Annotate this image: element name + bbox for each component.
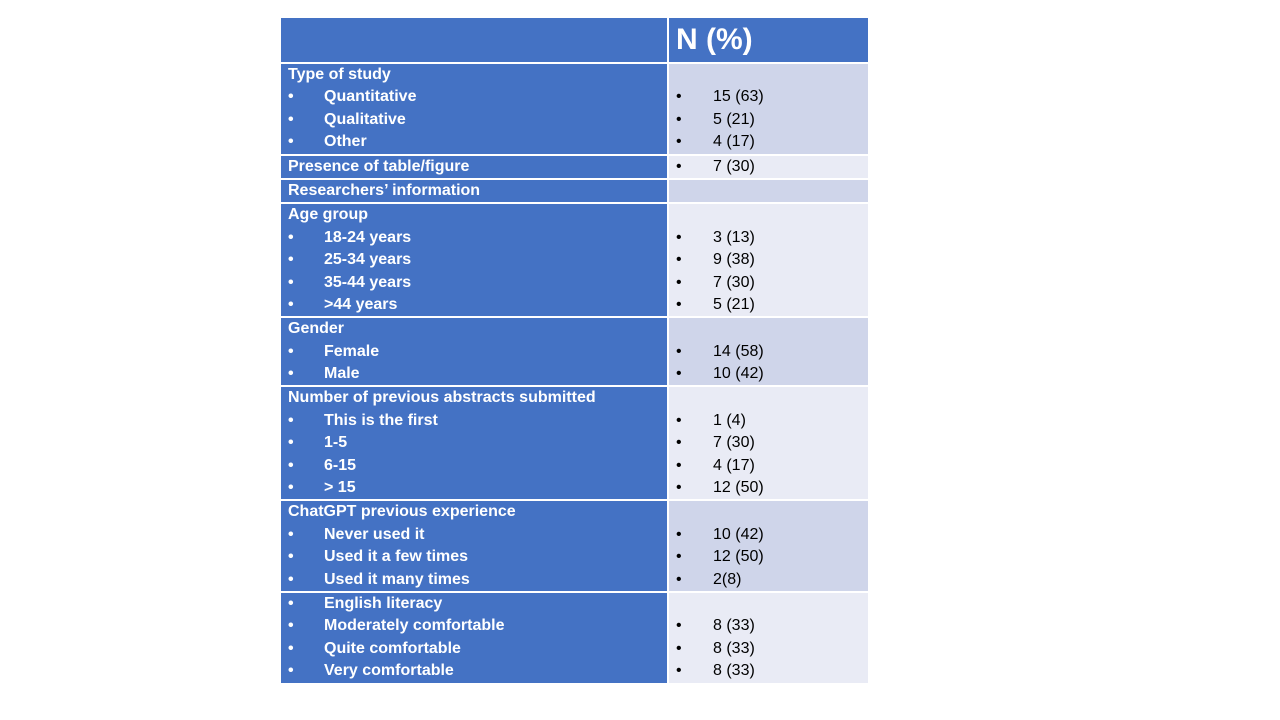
- bullet-item-value: • 7 (30): [676, 432, 864, 454]
- bullet-item-value: • 5 (21): [676, 109, 864, 131]
- empty-value-line: [676, 204, 864, 226]
- bullet-item-value: • 8 (33): [676, 615, 864, 637]
- group-title: Gender: [288, 320, 345, 338]
- bullet-item-label: • Female: [288, 341, 663, 363]
- bullet-item-label: • > 15: [288, 477, 663, 499]
- row-label-cell: [281, 500, 668, 592]
- group-title: Researchers’ information: [288, 181, 481, 199]
- bullet-item-value: • 1 (4): [676, 410, 864, 432]
- row-label-cell: [281, 203, 668, 317]
- bullet-item-label: • Other: [288, 131, 663, 153]
- bullet-item-label: • Quite comfortable: [288, 638, 663, 660]
- row-label-cell: [281, 155, 668, 179]
- bullet-item-label: • This is the first: [288, 410, 663, 432]
- empty-value-line: [676, 387, 864, 409]
- row-label-cell: [281, 386, 668, 500]
- table-row: [281, 203, 868, 317]
- bullet-item-label: • Male: [288, 363, 663, 385]
- empty-value-line: [676, 318, 864, 340]
- row-value-cell: [668, 317, 868, 386]
- row-value-cell: [668, 179, 868, 203]
- bullet-item-value: • 7 (30): [676, 272, 864, 294]
- bullet-item-value: • 4 (17): [676, 455, 864, 477]
- bullet-item-value: • 8 (33): [676, 660, 864, 682]
- table-header-row: [281, 18, 868, 63]
- bullet-item-label: • 18-24 years: [288, 227, 663, 249]
- group-title-value: • 7 (30): [676, 156, 864, 178]
- bullet-item-value: • 10 (42): [676, 524, 864, 546]
- row-value-cell: [668, 500, 868, 592]
- header-n-percent: N (%): [668, 18, 868, 63]
- group-title: Number of previous abstracts submitted: [288, 389, 596, 407]
- bullet-item-label: • 6-15: [288, 455, 663, 477]
- table-row: [281, 179, 868, 203]
- bullet-item-value: • 10 (42): [676, 363, 864, 385]
- row-label-cell: [281, 317, 668, 386]
- characteristics-table: [281, 18, 868, 683]
- bullet-item-value: • 2(8): [676, 569, 864, 591]
- bullet-item-label: • Used it a few times: [288, 546, 663, 568]
- bullet-item-value: • 5 (21): [676, 294, 864, 316]
- row-label-cell: [281, 592, 668, 683]
- bullet-item-label: • Qualitative: [288, 109, 663, 131]
- bullet-item-value: • 15 (63): [676, 86, 864, 108]
- bullet-item-value: • 12 (50): [676, 477, 864, 499]
- group-title: Age group: [288, 206, 368, 224]
- bullet-item-label: • >44 years: [288, 294, 663, 316]
- row-value-cell: [668, 203, 868, 317]
- group-title: Presence of table/figure: [288, 157, 470, 175]
- group-title: Type of study: [288, 66, 391, 83]
- bullet-item-value: • 8 (33): [676, 638, 864, 660]
- row-value-cell: [668, 592, 868, 683]
- row-value-cell: [668, 63, 868, 155]
- bullet-item-label: • 25-34 years: [288, 249, 663, 271]
- table-row: [281, 592, 868, 683]
- row-value-cell: [668, 155, 868, 179]
- bullet-item-value: • 12 (50): [676, 546, 864, 568]
- bullet-item-value: • 9 (38): [676, 249, 864, 271]
- table-row: [281, 63, 868, 155]
- row-label-cell: [281, 179, 668, 203]
- bullet-item-label: • Moderately comfortable: [288, 615, 663, 637]
- empty-value-line: [676, 64, 864, 86]
- row-value-cell: [668, 386, 868, 500]
- table-row: [281, 500, 868, 592]
- row-label-cell: [281, 63, 668, 155]
- bullet-item-label: • Very comfortable: [288, 660, 663, 682]
- empty-value-line: [676, 501, 864, 523]
- bullet-item-value: • 14 (58): [676, 341, 864, 363]
- empty-value-line: [676, 593, 864, 615]
- bullet-item-value: • 3 (13): [676, 227, 864, 249]
- header-left-cell: [281, 18, 668, 63]
- bullet-item-label: • Never used it: [288, 524, 663, 546]
- group-title: ChatGPT previous experience: [288, 503, 516, 521]
- table-row: [281, 386, 868, 500]
- table-row: [281, 155, 868, 179]
- bullet-item-label: • 1-5: [288, 432, 663, 454]
- bullet-item-label: • Used it many times: [288, 569, 663, 591]
- bullet-item-value: • 4 (17): [676, 131, 864, 153]
- table-row: [281, 317, 868, 386]
- bullet-item-label: • Quantitative: [288, 86, 663, 108]
- empty-value-line: [676, 180, 864, 202]
- bullet-item-label: • 35-44 years: [288, 272, 663, 294]
- bullet-item-label: • English literacy: [288, 593, 663, 615]
